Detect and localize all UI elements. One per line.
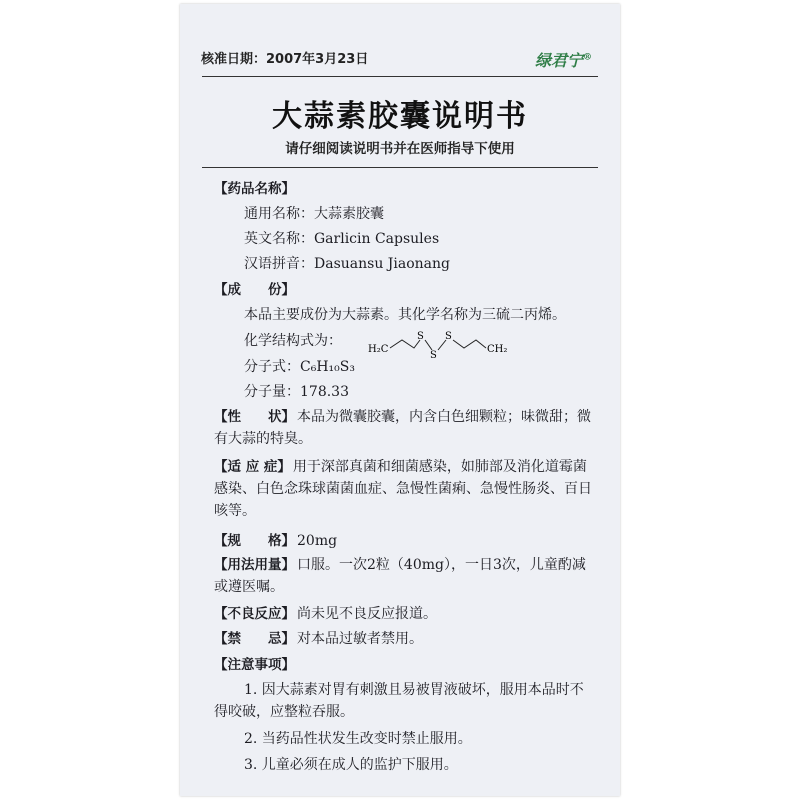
section-heading-adverse: 【不良反应】	[214, 606, 295, 622]
structure-h2c: H₂C	[368, 344, 389, 355]
section-heading-indications: 【适 应 症】	[214, 459, 291, 475]
character-text: 本品为微囊胶囊，内含白色细颗粒；味微甜；微有大蒜的特臭。	[214, 409, 591, 447]
chemical-structure-diagram	[368, 330, 528, 360]
english-name: 英文名称：Garlicin Capsules	[244, 231, 440, 247]
registered-mark: ®	[583, 52, 592, 63]
precaution-item-2: 2. 当药品性状发生改变时禁止服用。	[244, 731, 472, 747]
section-heading-composition: 【成 份】	[214, 282, 295, 298]
adverse-text: 尚未见不良反应报道。	[297, 606, 437, 622]
section-adverse	[214, 603, 594, 625]
top-rule	[202, 76, 598, 77]
section-contraindications	[214, 628, 594, 650]
section-heading-character: 【性 状】	[214, 409, 295, 425]
chemical-structure	[368, 330, 528, 360]
dosage-text: 口服。一次2粒（40mg），一日3次，儿童酌减或遵医嘱。	[214, 557, 586, 595]
section-indications	[214, 456, 594, 522]
structure-bond-2	[425, 340, 432, 350]
document-subtitle: 请仔细阅读说明书并在医师指导下使用	[285, 141, 515, 157]
section-character	[214, 406, 594, 450]
section-heading-contraindications: 【禁 忌】	[214, 631, 295, 647]
contraindications-text: 对本品过敏者禁用。	[297, 631, 423, 647]
molecular-weight: 分子量：178.33	[244, 384, 349, 400]
section-heading-specification: 【规 格】	[214, 533, 295, 549]
specification-text: 20mg	[297, 533, 338, 549]
structure-s3: S	[445, 331, 452, 342]
approval-date: 核准日期：2007年3月23日	[201, 52, 369, 67]
composition-text: 本品主要成份为大蒜素。其化学名称为三硫二丙烯。	[244, 307, 566, 323]
structure-label: 化学结构式为：	[244, 333, 342, 349]
indications-text: 用于深部真菌和细菌感染，如肺部及消化道霉菌感染、白色念珠球菌菌血症、急慢性菌痢、急慢性肠炎、百日咳等。	[214, 459, 592, 519]
precaution-item-1: 1. 因大蒜素对胃有刺激且易被胃液破坏，服用本品时不得咬破，应整粒吞服。	[214, 682, 584, 720]
structure-s2: S	[430, 350, 437, 360]
precaution-item-3: 3. 儿童必须在成人的监护下服用。	[244, 757, 458, 773]
leaflet-sheet	[180, 4, 620, 796]
structure-row	[244, 330, 594, 360]
brand-name: 绿君宁	[534, 51, 583, 70]
generic-name: 通用名称：大蒜素胶囊	[244, 206, 384, 222]
title-rule	[202, 167, 598, 168]
brand-logo	[535, 48, 592, 71]
section-heading-drug-name: 【药品名称】	[214, 181, 295, 197]
molecular-formula: 分子式：C₆H₁₀S₃	[244, 359, 355, 375]
section-heading-dosage: 【用法用量】	[214, 557, 295, 573]
structure-bond-1	[390, 340, 420, 348]
section-dosage	[214, 554, 594, 598]
document-title: 大蒜素胶囊说明书	[272, 99, 528, 134]
section-heading-precautions: 【注意事项】	[214, 657, 295, 673]
structure-bond-4	[453, 340, 486, 348]
section-specification	[214, 530, 594, 552]
structure-s1: S	[417, 331, 424, 342]
structure-ch2: CH₂	[487, 344, 508, 355]
pinyin-name: 汉语拼音：Dasuansu Jiaonang	[244, 256, 450, 272]
